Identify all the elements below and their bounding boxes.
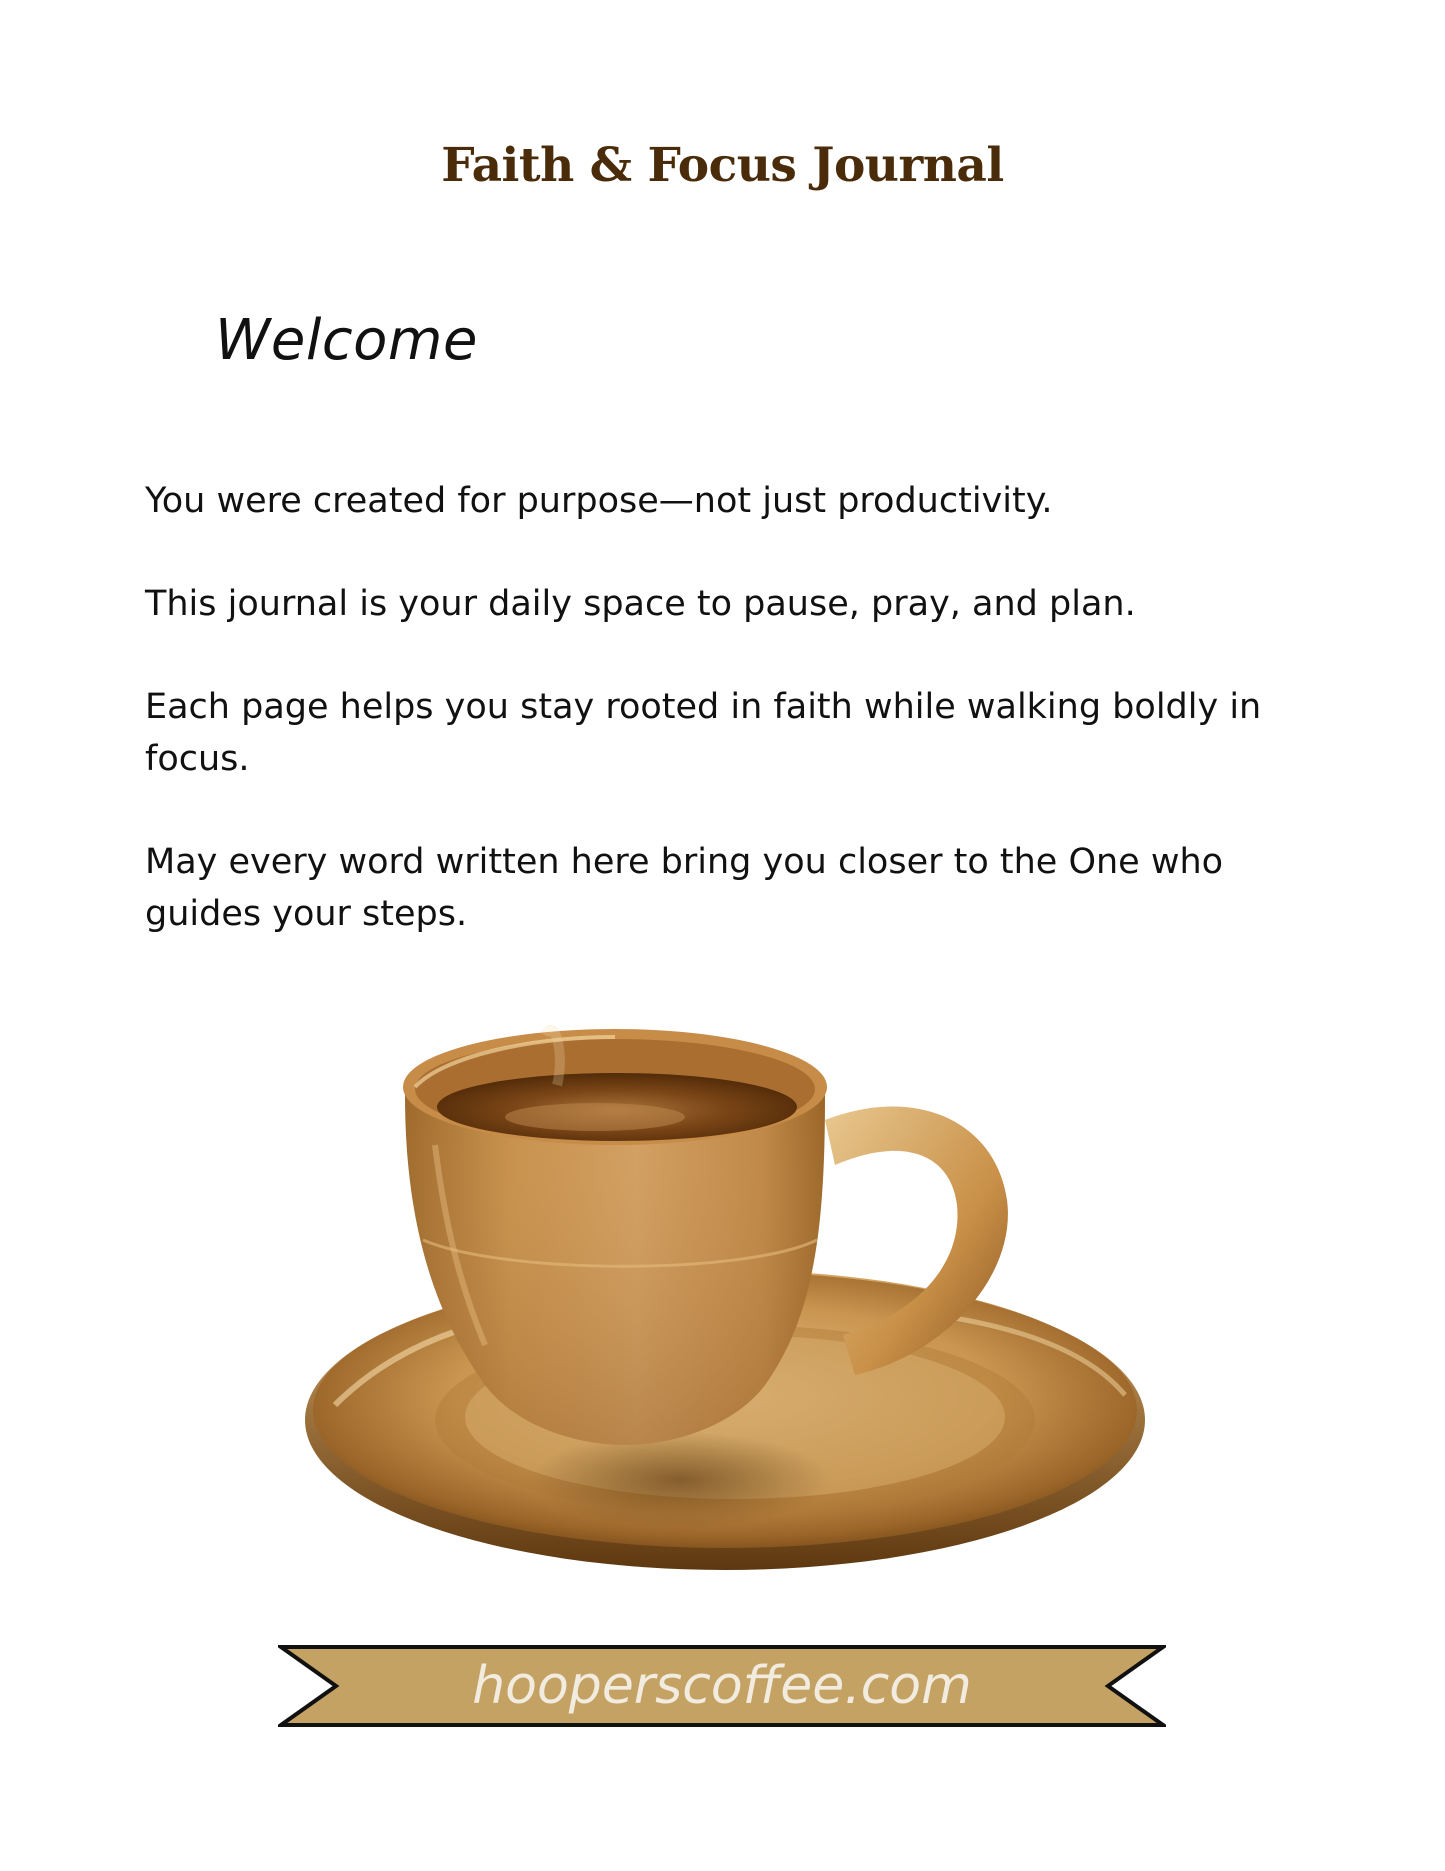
intro-text: [145, 475, 1285, 991]
paragraph: May every word written here bring you closer to the One who guides your steps.: [145, 842, 1224, 934]
paragraph: Each page helps you stay rooted in faith while walking boldly in focus.: [145, 687, 1262, 779]
coffee-cup-icon: [295, 1025, 1170, 1595]
coffee-cup-image: [295, 1025, 1170, 1595]
website-link[interactable]: hooperscoffee.com: [472, 1656, 972, 1716]
paragraph: This journal is your daily space to pause, pray, and plan.: [145, 584, 1136, 624]
page-title: Faith & Focus Journal: [441, 138, 1004, 193]
paragraph: You were created for purpose—not just productivity.: [145, 481, 1053, 521]
welcome-heading: Welcome: [215, 308, 478, 373]
